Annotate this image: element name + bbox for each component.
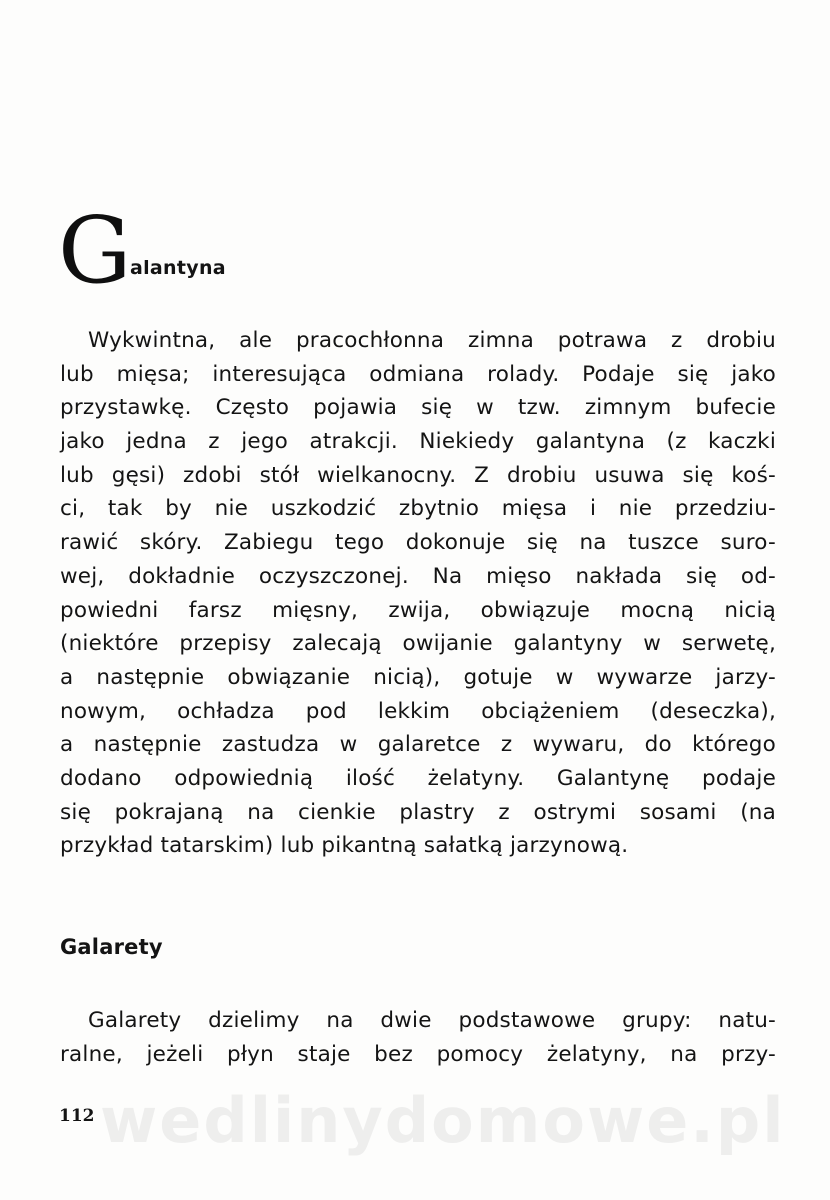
section-title: alantyna — [130, 257, 226, 279]
section-heading-galantyna — [58, 197, 458, 304]
text-line: Galarety dzielimy na dwie podstawowe grupy: natu- — [88, 1008, 776, 1033]
text-line: powiedni farsz mięsny, zwija, obwiązuje mocną nicią — [60, 597, 776, 623]
text-line: dodano odpowiednią ilość żelatyny. Galantynę podaje — [60, 765, 776, 791]
text-line: się pokrajaną na cienkie plastry z ostrymi sosami (na — [60, 799, 776, 825]
text-line: a następnie obwiązanie nicią), gotuje w wywarze jarzy- — [60, 664, 776, 690]
text-line: a następnie zastudza w galaretce z wywaru, do którego — [60, 732, 776, 758]
text-line: ci, tak by nie uszkodzić zbytnio mięsa i nie przedziu- — [60, 496, 776, 522]
watermark: wedlinydomowe.pl — [100, 1084, 786, 1157]
section-heading-galarety: Galarety — [60, 935, 163, 959]
text-line: nowym, ochładza pod lekkim obciążeniem (deseczka), — [60, 698, 776, 724]
text-line: ralne, jeżeli płyn staje bez pomocy żelatyny, na przy- — [60, 1041, 776, 1067]
drop-cap-letter: G — [58, 197, 132, 304]
text-line: jako jedna z jego atrakcji. Niekiedy galantyna (z kaczki — [60, 429, 776, 455]
text-line: przystawkę. Często pojawia się w tzw. zimnym bufecie — [60, 395, 776, 421]
text-line: wej, dokładnie oczyszczonej. Na mięso nakłada się od- — [60, 563, 776, 589]
text-line: przykład tatarskim) lub pikantną sałatką jarzynową. — [60, 833, 629, 859]
text-line: Wykwintna, ale pracochłonna zimna potrawa z drobiu — [88, 328, 776, 353]
text-line: lub mięsa; interesująca odmiana rolady. Podaje się jako — [60, 361, 776, 387]
paragraph-galarety — [60, 1004, 776, 1071]
page-number: 112 — [59, 1106, 95, 1126]
text-line: (niektóre przepisy zalecają owijanie galantyny w serwetę, — [60, 631, 776, 657]
paragraph-galantyna — [60, 324, 776, 863]
text-line: rawić skóry. Zabiegu tego dokonuje się na tuszce suro- — [60, 530, 776, 556]
text-line: lub gęsi) zdobi stół wielkanocny. Z drobiu usuwa się koś- — [60, 462, 776, 488]
